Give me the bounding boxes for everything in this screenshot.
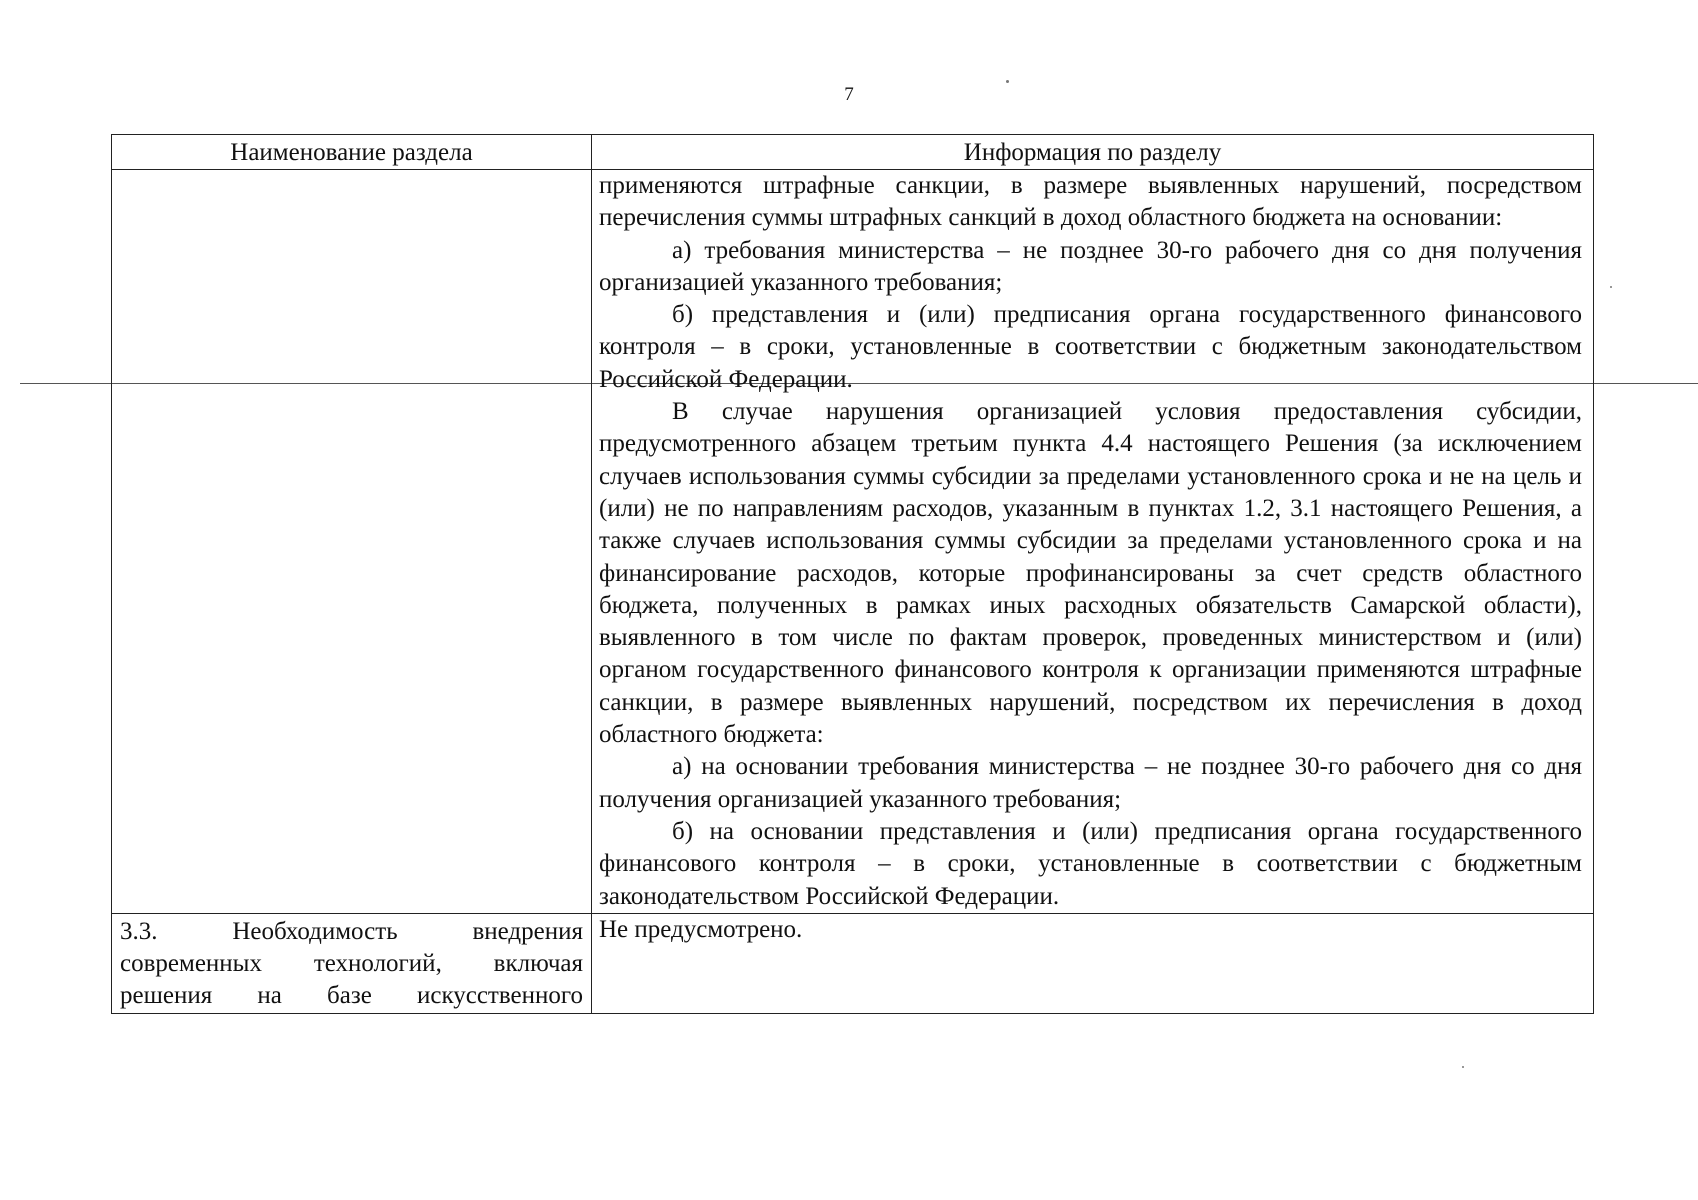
section-info-cell xyxy=(592,170,1594,914)
column-header-section-name: Наименование раздела xyxy=(112,135,592,170)
section-info-cell: Не предусмотрено. xyxy=(592,913,1594,1013)
scan-speck xyxy=(1006,80,1009,83)
paragraph: а) на основании требования министерства – не позднее 30-го рабочего дня со дня получения организацией указанного требования; xyxy=(599,753,1582,813)
scan-speck xyxy=(1610,286,1612,288)
page-number: 7 xyxy=(844,84,854,105)
paragraph: а) требования министерства – не позднее 30-го рабочего дня со дня получения организацией указанного требования; xyxy=(599,236,1582,296)
table-header-row xyxy=(112,135,1594,170)
paragraph: применяются штрафные санкции, в размере выявленных нарушений, посредством перечисления суммы штрафных санкций в доход областного бюджета на основании: xyxy=(599,172,1582,232)
table-row xyxy=(112,913,1594,1013)
table-row xyxy=(112,170,1594,914)
document-table xyxy=(111,134,1594,1014)
section-name-cell xyxy=(112,170,592,914)
paragraph: В случае нарушения организацией условия предоставления субсидии, предусмотренного абзацем третьим пункта 4.4 настоящего Решения (за исключением случаев использования суммы субсидии за пределами установленного срока и не на цель и (или) не по направлениям расходов, указанным в пунктах 1.2, 3.1 настоящего Решения, а также случаев использования суммы субсидии за пределами установленного срока и на финансирование расходов, которые профинансированы за счет средств областного бюджета, полученных в рамках иных расходных обязательств Самарской области), выявленного в том числе по фактам проверок, проведенных министерством и (или) органом государственного финансового контроля к организации применяются штрафные санкции, в размере выявленных нарушений, посредством их перечисления в доход областного бюджета: xyxy=(599,398,1582,749)
section-name-cell xyxy=(112,913,592,1013)
column-header-section-info: Информация по разделу xyxy=(592,135,1594,170)
section-label: 3.3. Необходимость внедрения современных технологий, включая решения на базе искусственного xyxy=(120,917,583,1010)
paragraph: б) на основании представления и (или) предписания органа государственного финансового контроля – в сроки, установленные в соответствии с бюджетным законодательством Российской Федерации. xyxy=(599,817,1582,910)
paragraph: б) представления и (или) предписания органа государственного финансового контроля – в сроки, установленные в соответствии с бюджетным законодательством Российской Федерации. xyxy=(599,301,1582,393)
scan-speck xyxy=(1462,1066,1464,1068)
